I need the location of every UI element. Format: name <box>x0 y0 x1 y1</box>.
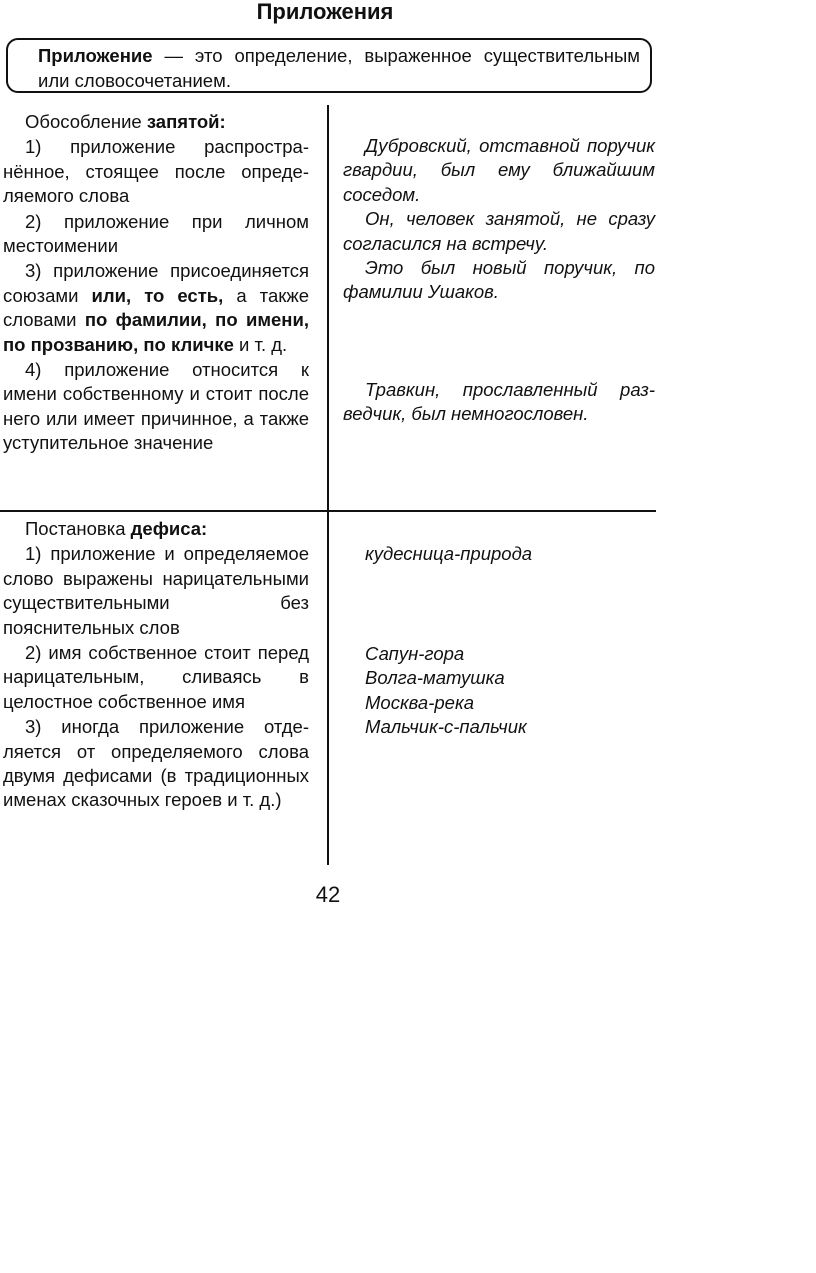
rule3-text-d: и т. д. <box>233 333 288 355</box>
heading-bold-text: запятой: <box>146 111 226 132</box>
heading-bold-text: дефиса: <box>130 518 208 539</box>
comma-example-3: Это был новый поручик, по фамилии Ушаков. <box>343 257 655 303</box>
comma-rule-3 <box>3 259 309 357</box>
comma-example-4: Травкин, прославленный разведчик, был немногословен. <box>343 379 655 425</box>
section-hyphen-rules <box>3 517 309 814</box>
rule3-bold-1: или, то есть, <box>91 284 224 306</box>
definition-term: Приложение <box>38 45 153 66</box>
hyphen-example-4: Москва-река <box>365 691 474 713</box>
section-hyphen-heading <box>3 517 309 541</box>
page-title: Приложения <box>256 0 394 24</box>
hyphen-rule-2: 2) имя собственное стоит перед нарицательным, сливаясь в целостное собственное имя <box>3 642 309 712</box>
rule3-bold-2: по фамилии, по имени, по прозванию, по кличке <box>3 309 309 355</box>
section-hyphen-examples <box>343 642 655 740</box>
hyphen-rule-3: 3) иногда приложение отделяется от определяемого слова двумя дефисами (в традиционных именах сказочных героев и т. д.) <box>3 716 309 811</box>
section-comma-example-4 <box>343 378 655 427</box>
section-divider <box>0 510 656 512</box>
section-comma-heading <box>3 110 309 134</box>
page-number: 42 <box>315 882 341 907</box>
definition-text: — это определение, выраженное существительным или словосочетанием. <box>38 45 640 91</box>
hyphen-rule-1: 1) приложение и определяемое слово выражены нарицательными существительными без пояснительных слов <box>3 543 309 638</box>
rule3-text-a: 3) приложение присоединяется союзами <box>3 260 309 306</box>
section-hyphen-example-1 <box>343 542 655 566</box>
comma-rule-1: 1) приложение распространённое, стоящее после определяемого слова <box>3 136 309 207</box>
hyphen-example-3: Волга-матушка <box>365 667 505 689</box>
comma-rule-4: 4) приложение относится к имени собственному и стоит после него или имеет причинное, а также уступительное значение <box>3 359 309 454</box>
comma-example-2: Он, человек занятой, не сразу согласился на встречу. <box>343 208 655 254</box>
section-comma-examples <box>343 134 655 305</box>
hyphen-example-5: Мальчик-с-пальчик <box>365 716 527 738</box>
heading-text: Постановка <box>25 518 131 539</box>
column-divider <box>327 105 329 865</box>
hyphen-example-2: Сапун-гора <box>365 643 465 664</box>
heading-text: Обособление <box>25 111 147 132</box>
hyphen-example-1: кудесница-природа <box>365 543 533 564</box>
comma-rule-2: 2) приложение при личном местоимении <box>3 210 309 257</box>
comma-example-1: Дубровский, отставной поручик гвардии, был ему ближайшим соседом. <box>343 135 655 205</box>
rule3-text-c: а также словами <box>3 284 309 331</box>
definition-box <box>6 38 652 93</box>
section-comma-rules <box>3 110 309 457</box>
